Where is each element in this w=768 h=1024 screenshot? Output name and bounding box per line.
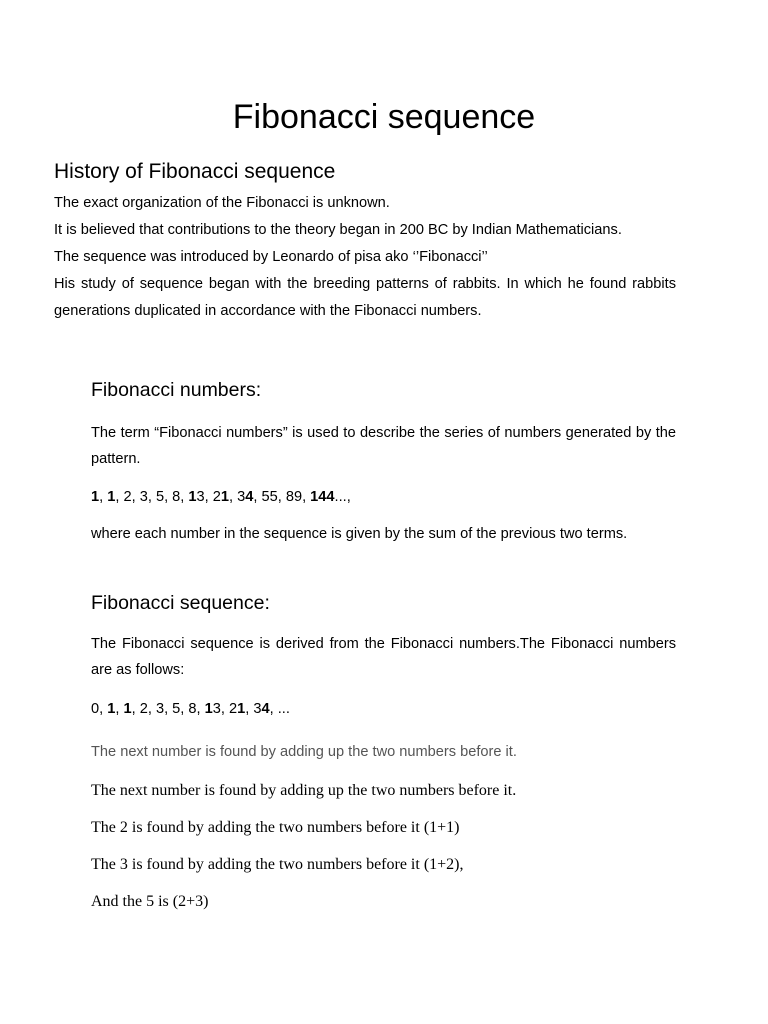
sequence-run: , (147, 701, 156, 717)
sequence-run: 2 (139, 701, 148, 717)
sequence-run: 4 (245, 489, 254, 505)
sequence-list-block (91, 696, 676, 722)
sequence-run: 1 (237, 701, 246, 717)
sequence-run: , (115, 701, 124, 717)
history-paragraph: The exact organization of the Fibonacci is unknown. (54, 195, 390, 211)
sequence-run: 1 (220, 489, 230, 505)
sequence-run: 1 (107, 489, 116, 505)
sequence-run: 1 (123, 701, 132, 717)
sequence-run: , (131, 701, 140, 717)
sequence-run: , (180, 489, 189, 505)
sequence-description-block (91, 631, 676, 683)
sequence-run: , (99, 701, 108, 717)
sequence-run: , (131, 489, 140, 505)
page-title: Fibonacci sequence (232, 98, 536, 136)
numbers-note-block (91, 521, 676, 547)
sequence-run: , (220, 701, 229, 717)
sequence-run: 2 (229, 701, 238, 717)
history-section (54, 190, 676, 325)
sequence-run: 3 (196, 489, 205, 505)
sequence-run: , (196, 701, 205, 717)
gray-note-block (91, 739, 676, 765)
sequence-run: 1 (107, 701, 116, 717)
sequence-values (91, 696, 676, 722)
explanation-line: And the 5 is (2+3) (91, 893, 209, 910)
explanation-line: The next number is found by adding up the two numbers before it. (91, 782, 517, 799)
sequence-run: , (302, 489, 311, 505)
sequence-run: 1 (204, 701, 213, 717)
sequence-run: 5 (172, 701, 181, 717)
sequence-run: 1 (188, 489, 197, 505)
sequence-run: 3 (155, 701, 165, 717)
numbers-description: The term “Fibonacci numbers” is used to describe the series of numbers generated by the pattern. (91, 425, 676, 467)
sequence-run: , (204, 489, 213, 505)
sequence-run: 1 (91, 489, 100, 505)
sequence-run: 8 (172, 489, 181, 505)
history-paragraph: It is believed that contributions to the theory began in 200 BC by Indian Mathematicians. (54, 222, 622, 238)
sequence-run: 8 (188, 701, 197, 717)
sequence-heading: Fibonacci sequence: (91, 592, 270, 614)
sequence-run: , (164, 701, 173, 717)
sequence-description: The Fibonacci sequence is derived from the Fibonacci numbers.The Fibonacci numbers are as follows: (91, 636, 676, 678)
sequence-run: , ... (269, 701, 290, 717)
numbers-sequence (91, 484, 676, 510)
sequence-run: 0 (91, 701, 100, 717)
sequence-run: , (229, 489, 238, 505)
sequence-run: 3 (139, 489, 148, 505)
numbers-heading: Fibonacci numbers: (91, 379, 262, 401)
sequence-run: 144 (310, 489, 335, 505)
sequence-run: , (164, 489, 173, 505)
history-paragraph: His study of sequence began with the breeding patterns of rabbits. In which he found rabbits generations duplicated in accordance with the Fibonacci numbers. (54, 276, 676, 319)
sequence-run: , (115, 489, 124, 505)
explanation-line: The 2 is found by adding the two numbers before it (1+1) (91, 819, 460, 836)
sequence-run: 3 (237, 489, 246, 505)
sequence-run: 3 (212, 701, 221, 717)
sequence-run: 3 (253, 701, 262, 717)
sequence-run: , (277, 489, 286, 505)
history-heading: History of Fibonacci sequence (54, 160, 336, 183)
gray-note: The next number is found by adding up the two numbers before it. (91, 744, 517, 760)
sequence-run: 55 (261, 489, 278, 505)
numbers-description-block (91, 420, 676, 472)
explanation-lines (91, 777, 691, 925)
sequence-run: 89 (285, 489, 303, 505)
sequence-run: , (147, 489, 156, 505)
sequence-run: , (99, 489, 108, 505)
sequence-run: 5 (155, 489, 165, 505)
sequence-run: ..., (334, 489, 351, 505)
numbers-list-block (91, 484, 676, 510)
numbers-note: where each number in the sequence is given by the sum of the previous two terms. (91, 526, 628, 542)
history-paragraph: The sequence was introduced by Leonardo of pisa ako ‘’Fibonacci’’ (54, 249, 488, 265)
sequence-run: , (245, 701, 254, 717)
sequence-run: , (180, 701, 189, 717)
sequence-run: 4 (261, 701, 270, 717)
sequence-run: 2 (123, 489, 132, 505)
explanation-line: The 3 is found by adding the two numbers before it (1+2), (91, 856, 464, 873)
sequence-run: 2 (212, 489, 221, 505)
sequence-run: , (253, 489, 262, 505)
